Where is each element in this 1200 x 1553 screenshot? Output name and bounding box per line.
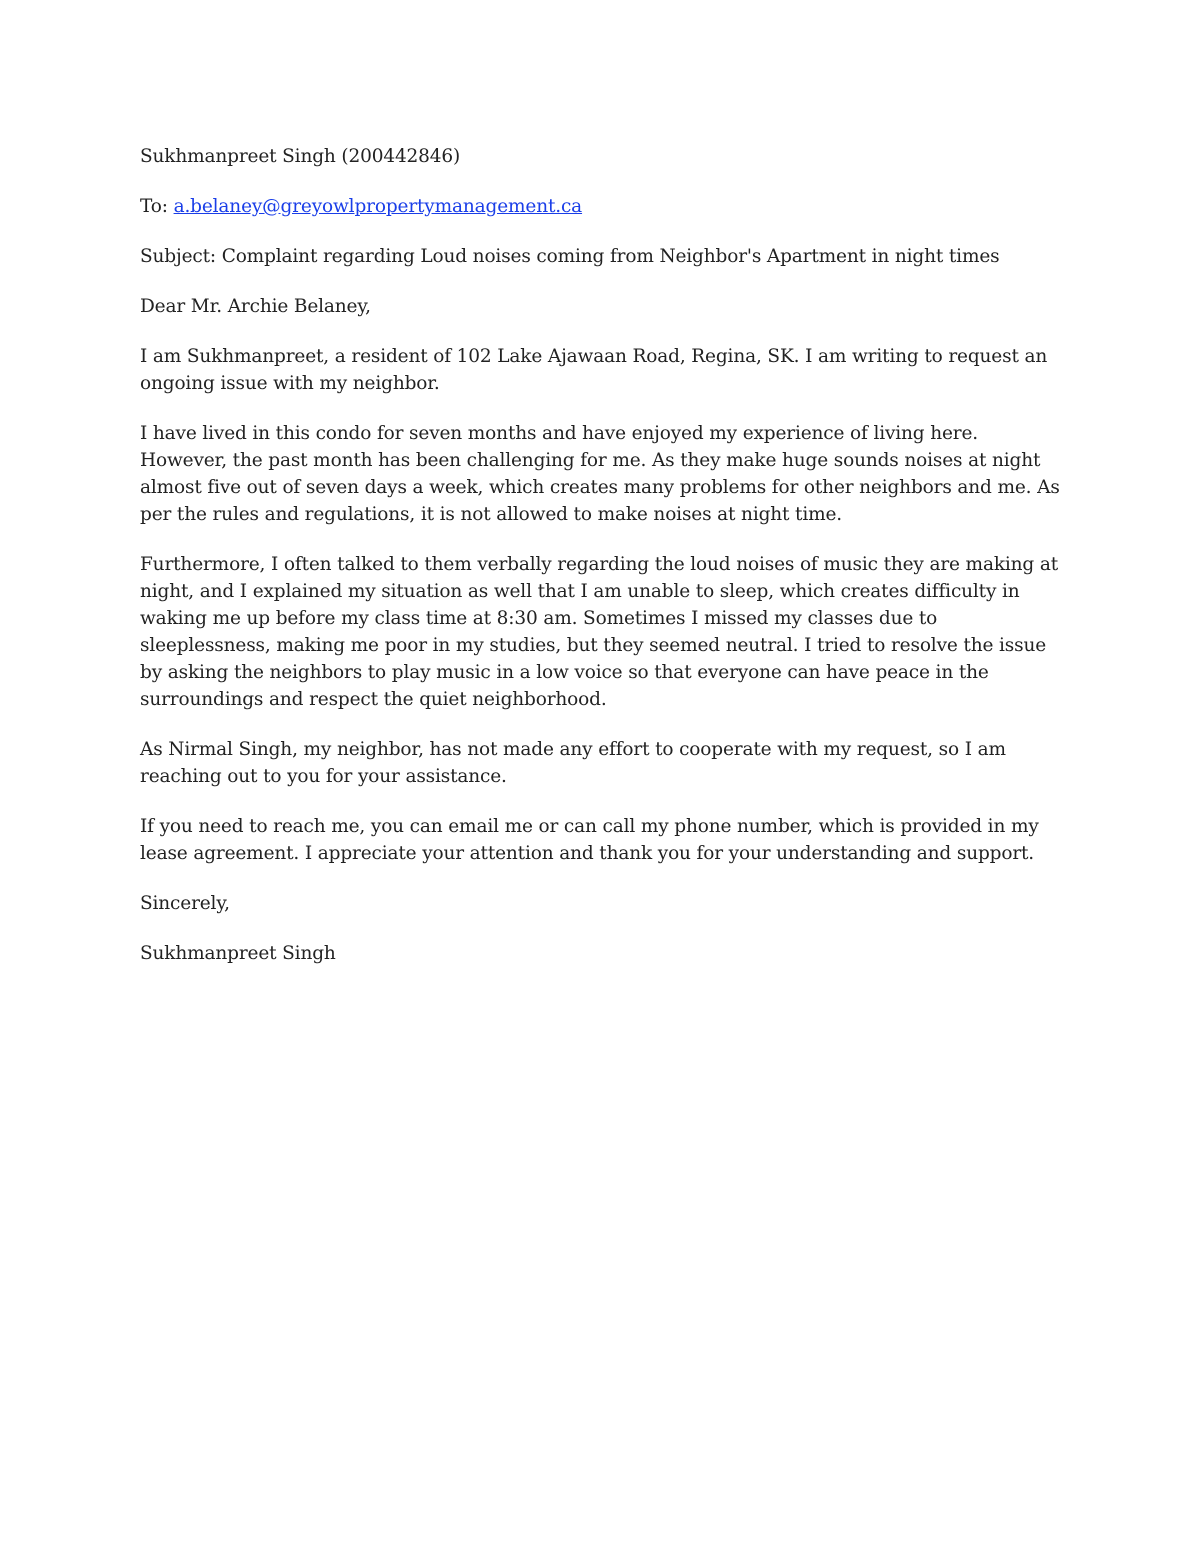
closing: Sincerely, [140,893,230,914]
body-paragraph-intro: I am Sukhmanpreet, a resident of 102 Lake Ajawaan Road, Regina, SK. I am writing to request an ongoing issue with my neighbor. [140,346,1048,394]
sender-header: Sukhmanpreet Singh (200442846) [140,146,461,167]
subject-line [140,243,1070,270]
subject-label: Subject: [140,246,216,267]
to-label: To: [140,196,168,217]
recipient-line [140,193,1070,220]
body-paragraph-background: I have lived in this condo for seven months and have enjoyed my experience of living here. However, the past month has been challenging for me. As they make huge sounds noises at night almost five out of seven days a week, which creates many problems for other neighbors and me. As per the rules and regulations, it is not allowed to make noises at night time. [140,423,1060,525]
body-paragraph-contact: If you need to reach me, you can email me or can call my phone number, which is provided in my lease agreement. I appreciate your attention and thank you for your understanding and support. [140,816,1039,864]
body-paragraph-details: Furthermore, I often talked to them verbally regarding the loud noises of music they are making at night, and I explained my situation as well that I am unable to sleep, which creates difficulty in waking me up before my class time at 8:30 am. Sometimes I missed my classes due to sleeplessness, making me poor in my studies, but they seemed neutral. I tried to resolve the issue by asking the neighbors to play music in a low voice so that everyone can have peace in the surroundings and respect the quiet neighborhood. [140,554,1059,710]
signature: Sukhmanpreet Singh [140,943,336,964]
recipient-email-link[interactable]: a.belaney@greyowlpropertymanagement.ca [173,196,583,217]
subject-text: Complaint regarding Loud noises coming from Neighbor's Apartment in night times [221,246,1000,267]
salutation: Dear Mr. Archie Belaney, [140,296,371,317]
body-paragraph-request: As Nirmal Singh, my neighbor, has not made any effort to cooperate with my request, so I am reaching out to you for your assistance. [140,739,1006,787]
letter-page [140,143,1070,990]
